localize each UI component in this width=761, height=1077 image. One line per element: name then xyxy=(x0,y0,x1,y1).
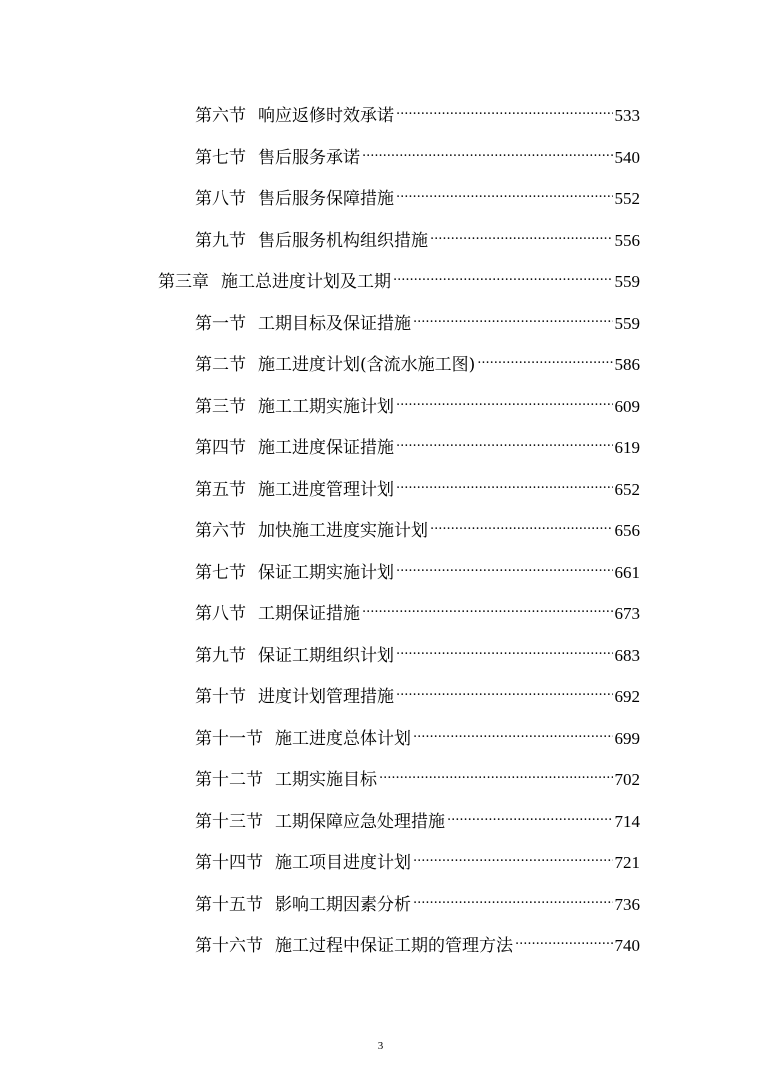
toc-entry-title: 施工总进度计划及工期 xyxy=(221,272,391,292)
toc-dot-leader xyxy=(379,761,613,785)
toc-entry-title: 施工工期实施计划 xyxy=(258,397,394,417)
toc-entry-page: 533 xyxy=(614,106,640,125)
toc-entry-title: 保证工期组织计划 xyxy=(258,646,394,666)
toc-entry-label: 第十六节 xyxy=(195,936,263,956)
toc-entry-label: 第十四节 xyxy=(195,853,263,873)
toc-entry-label: 第九节 xyxy=(195,646,246,666)
toc-dot-leader xyxy=(396,180,613,204)
toc-dot-leader xyxy=(515,927,613,951)
toc-entry-label: 第六节 xyxy=(195,521,246,541)
toc-entry[interactable] xyxy=(195,512,640,541)
toc-entry[interactable] xyxy=(195,803,640,832)
toc-entry-label: 第六节 xyxy=(195,106,246,126)
toc-dot-leader xyxy=(413,844,613,868)
toc-entry-page: 702 xyxy=(614,770,640,789)
toc-entry-page: 586 xyxy=(614,355,640,374)
toc-entry[interactable] xyxy=(195,429,640,458)
toc-entry-label: 第五节 xyxy=(195,480,246,500)
toc-entry-page: 699 xyxy=(614,729,640,748)
toc-dot-leader xyxy=(396,471,613,495)
toc-dot-leader xyxy=(430,512,613,536)
toc-entry-title: 工期目标及保证措施 xyxy=(258,314,411,334)
toc-entry-title: 进度计划管理措施 xyxy=(258,687,394,707)
toc-entry-label: 第九节 xyxy=(195,231,246,251)
toc-entry-title: 施工进度总体计划 xyxy=(275,729,411,749)
toc-entry-page: 714 xyxy=(614,812,640,831)
toc-dot-leader xyxy=(430,222,613,246)
toc-entry-title: 工期保证措施 xyxy=(258,604,360,624)
toc-entry-title: 施工项目进度计划 xyxy=(275,853,411,873)
toc-dot-leader xyxy=(396,678,613,702)
toc-entry-page: 683 xyxy=(614,646,640,665)
toc-entry-label: 第八节 xyxy=(195,189,246,209)
toc-entry-title: 施工过程中保证工期的管理方法 xyxy=(275,936,513,956)
toc-entry-page: 736 xyxy=(614,895,640,914)
toc-entry-page: 559 xyxy=(614,314,640,333)
toc-entry[interactable] xyxy=(195,471,640,500)
toc-dot-leader xyxy=(413,720,613,744)
toc-dot-leader xyxy=(362,595,613,619)
toc-entry-label: 第七节 xyxy=(195,148,246,168)
toc-entry[interactable] xyxy=(195,637,640,666)
toc-entry-title: 保证工期实施计划 xyxy=(258,563,394,583)
toc-entry-label: 第四节 xyxy=(195,438,246,458)
toc-entry-label: 第十节 xyxy=(195,687,246,707)
toc-entry-title: 影响工期因素分析 xyxy=(275,895,411,915)
toc-entry-page: 661 xyxy=(614,563,640,582)
toc-dot-leader xyxy=(396,554,613,578)
toc-entry-title: 施工进度保证措施 xyxy=(258,438,394,458)
toc-dot-leader xyxy=(362,139,613,163)
toc-entry[interactable] xyxy=(195,305,640,334)
toc-entry-page: 619 xyxy=(614,438,640,457)
toc-entry-label: 第七节 xyxy=(195,563,246,583)
toc-dot-leader xyxy=(477,346,612,370)
toc-entry-title: 工期保障应急处理措施 xyxy=(275,812,445,832)
toc-entry-title: 施工进度管理计划 xyxy=(258,480,394,500)
page-number: 3 xyxy=(377,1040,384,1052)
toc-entry[interactable] xyxy=(195,554,640,583)
toc-entry-page: 556 xyxy=(614,231,640,250)
toc-entry-title: 工期实施目标 xyxy=(275,770,377,790)
toc-entry[interactable] xyxy=(195,97,640,126)
toc-entry-page: 692 xyxy=(614,687,640,706)
toc-entry-label: 第三节 xyxy=(195,397,246,417)
toc-entry-page: 559 xyxy=(614,272,640,291)
toc-entry-title: 加快施工进度实施计划 xyxy=(258,521,428,541)
toc-dot-leader xyxy=(393,263,613,287)
toc-entry-page: 609 xyxy=(614,397,640,416)
toc-entry[interactable] xyxy=(195,761,640,790)
toc-entry-page: 740 xyxy=(614,936,640,955)
toc-entry[interactable] xyxy=(195,346,640,375)
toc-entry[interactable] xyxy=(195,844,640,873)
toc-entry[interactable] xyxy=(195,886,640,915)
toc-entry[interactable] xyxy=(195,678,640,707)
toc-entry-label: 第二节 xyxy=(195,355,246,375)
toc-dot-leader xyxy=(413,886,613,910)
toc-entry[interactable] xyxy=(195,139,640,168)
toc-entry-label: 第八节 xyxy=(195,604,246,624)
toc-entry-page: 652 xyxy=(614,480,640,499)
toc-entry[interactable] xyxy=(195,720,640,749)
toc-entry-title: 响应返修时效承诺 xyxy=(258,106,394,126)
toc-chapter-entry[interactable] xyxy=(158,263,640,292)
toc-entry-label: 第十一节 xyxy=(195,729,263,749)
toc-entry-page: 721 xyxy=(614,853,640,872)
toc-entry-label: 第十三节 xyxy=(195,812,263,832)
toc-entry-title: 售后服务承诺 xyxy=(258,148,360,168)
toc-entry-page: 656 xyxy=(614,521,640,540)
toc-entry[interactable] xyxy=(195,927,640,956)
toc-entry[interactable] xyxy=(195,222,640,251)
toc-entry-label: 第三章 xyxy=(158,272,209,292)
toc-entry-title: 售后服务保障措施 xyxy=(258,189,394,209)
toc-dot-leader xyxy=(396,429,613,453)
toc-entry-page: 540 xyxy=(614,148,640,167)
toc-dot-leader xyxy=(396,97,613,121)
toc-entry-label: 第十五节 xyxy=(195,895,263,915)
toc-dot-leader xyxy=(447,803,613,827)
toc-entry[interactable] xyxy=(195,180,640,209)
toc-entry-title: 施工进度计划(含流水施工图) xyxy=(258,355,476,375)
toc-dot-leader xyxy=(396,388,613,412)
toc-entry[interactable] xyxy=(195,595,640,624)
toc-entry-title: 售后服务机构组织措施 xyxy=(258,231,428,251)
toc-entry-page: 552 xyxy=(614,189,640,208)
toc-entry-label: 第十二节 xyxy=(195,770,263,790)
toc-dot-leader xyxy=(396,637,613,661)
toc-entry-label: 第一节 xyxy=(195,314,246,334)
toc-dot-leader xyxy=(413,305,613,329)
toc-entry[interactable] xyxy=(195,388,640,417)
toc-entry-page: 673 xyxy=(614,604,640,623)
